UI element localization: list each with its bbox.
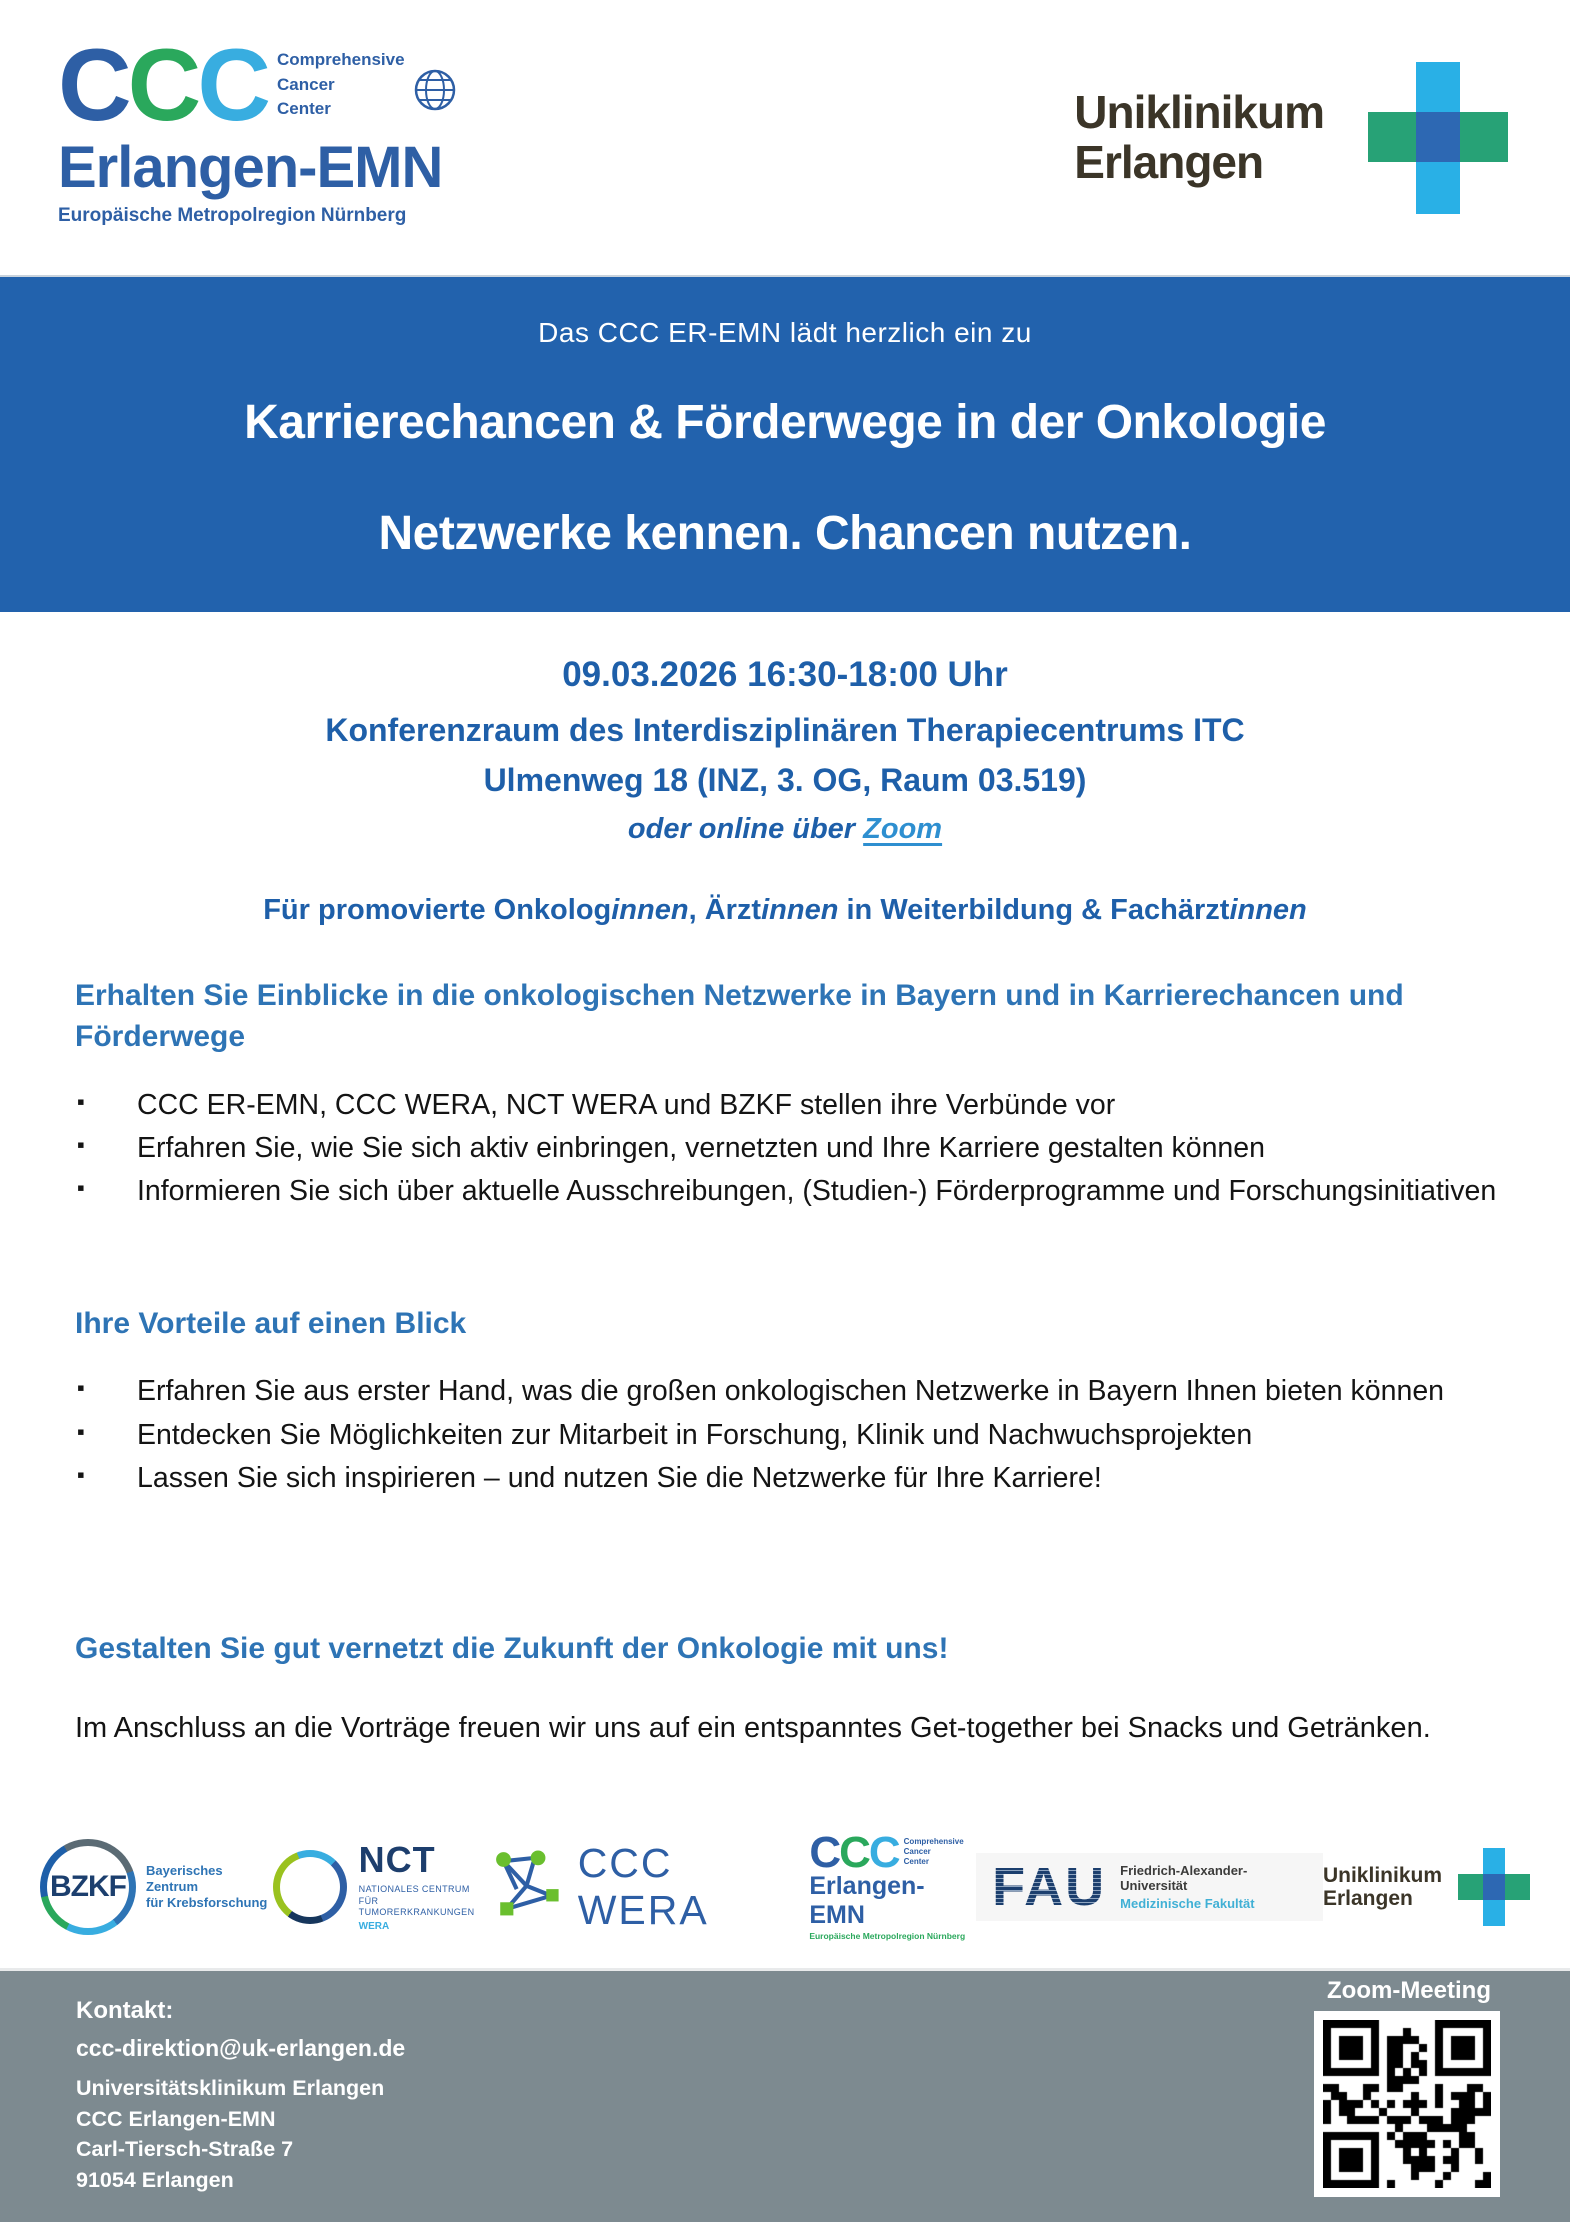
zoom-link[interactable]: Zoom: [863, 813, 943, 845]
bzkf-logo: [40, 1839, 273, 1935]
banner-intro: Das CCC ER-EMN lädt herzlich ein zu: [538, 317, 1032, 348]
contact-org: Universitätsklinikum Erlangen: [76, 2076, 385, 2100]
section-benefits-list: [75, 1370, 1499, 1500]
nct-ring-icon: [273, 1850, 347, 1924]
event-details: [0, 655, 1570, 927]
event-online-line: oder online über Zoom: [627, 813, 943, 845]
ccc-logo-tagline: Europäische Metropolregion Nürnberg: [58, 204, 407, 226]
contact-block: [76, 1999, 405, 2200]
contact-street: Carl-Tiersch-Straße 7: [76, 2137, 294, 2161]
globe-icon: [413, 68, 457, 122]
fau-logo: FAU Friedrich-Alexander-Universität Medizinische Fakultät: [976, 1853, 1323, 1922]
list-item: ▪ Entdecken Sie Möglichkeiten zur Mitarbeit in Forschung, Klinik und Nachwuchsprojekten: [75, 1414, 1499, 1457]
event-title: Karrierechancen & Förderwege in der Onkologie: [244, 396, 1326, 449]
event-audience: Für promovierte Onkologinnen, Ärztinnen in Weiterbildung & Fachärztinnen: [263, 894, 1307, 926]
bzkf-logo-text: Bayerisches Zentrum für Krebsforschung: [146, 1862, 268, 1911]
nct-wera-logo: NCT NATIONALES CENTRUM FÜR TUMORERKRANKUNGEN WERA: [273, 1842, 492, 1932]
section-insights: [75, 975, 1499, 1214]
contact-label: Kontakt:: [76, 1997, 174, 2024]
list-item: ▪ Erfahren Sie aus erster Hand, was die großen onkologischen Netzwerke in Bayern Ihnen bieten können: [75, 1370, 1499, 1413]
ccc-letter: C: [197, 28, 268, 142]
footer: [0, 1968, 1570, 2222]
network-icon: [492, 1848, 566, 1927]
uniklinikum-logo-text: Uniklinikum Erlangen: [1074, 86, 1324, 188]
event-address: Ulmenweg 18 (INZ, 3. OG, Raum 03.519): [483, 762, 1087, 798]
section-benefits: [75, 1303, 1499, 1500]
ccc-letter: C: [127, 28, 198, 142]
zoom-meeting-block: [1314, 1977, 1504, 2197]
title-banner: [0, 275, 1570, 612]
ccc-logo-subtitle: Comprehensive Cancer Center: [277, 50, 405, 119]
section-insights-list: [75, 1084, 1499, 1214]
uniklinikum-logo: [1074, 62, 1508, 214]
ccc-logo-letters: [58, 28, 268, 142]
event-subtitle: Netzwerke kennen. Chancen nutzen.: [378, 507, 1192, 560]
list-item: ▪ Erfahren Sie, wie Sie sich aktiv einbringen, vernetzten und Ihre Karriere gestalten können: [75, 1127, 1499, 1170]
event-location: Konferenzraum des Interdisziplinären Therapiecentrums ITC: [325, 712, 1245, 748]
ccc-logo-name: Erlangen-EMN: [58, 134, 443, 200]
ccc-wera-logo: [492, 1840, 810, 1934]
closing-heading: Gestalten Sie gut vernetzt die Zukunft der Onkologie mit uns!: [75, 1632, 949, 1665]
section-insights-heading: Erhalten Sie Einblicke in die onkologischen Netzwerke in Bayern und in Karrierechancen und Förderwege: [75, 979, 1404, 1054]
ccc-wera-label: CCC WERA: [577, 1840, 709, 1933]
list-item: ▪ Lassen Sie sich inspirieren – und nutzen Sie die Netzwerke für Ihre Karriere!: [75, 1457, 1499, 1500]
zoom-meeting-label: Zoom-Meeting: [1327, 1977, 1491, 2004]
bzkf-ring-icon: BZKF: [40, 1839, 136, 1935]
list-item: ▪ CCC ER-EMN, CCC WERA, NCT WERA und BZKF stellen ihre Verbünde vor: [75, 1084, 1499, 1127]
uniklinikum-small-logo: Uniklinikum Erlangen: [1323, 1848, 1530, 1926]
closing-text: Im Anschluss an die Vorträge freuen wir uns auf ein entspanntes Get-together bei Snacks und Getränken.: [75, 1712, 1431, 1744]
uniklinikum-cross-icon: [1368, 62, 1508, 214]
qr-code: [1314, 2011, 1500, 2197]
closing-heading-wrap: [75, 1628, 1499, 1669]
uniklinikum-cross-icon: [1458, 1848, 1530, 1926]
contact-dept: CCC Erlangen-EMN: [76, 2106, 276, 2131]
contact-email[interactable]: ccc-direktion@uk-erlangen.de: [76, 2035, 406, 2061]
ccc-emn-logo: [58, 28, 457, 227]
event-datetime: 09.03.2026 16:30-18:00 Uhr: [562, 655, 1008, 694]
partner-logo-row: [40, 1822, 1530, 1952]
ccc-emn-small-logo: CCC Comprehensive Cancer Center Erlangen-EMN Europäische Metropolregion Nürnberg: [809, 1827, 966, 1942]
list-item: ▪ Informieren Sie sich über aktuelle Ausschreibungen, (Studien-) Förderprogramme und Forschungsinitiativen: [75, 1170, 1499, 1213]
ccc-letter: C: [58, 28, 128, 142]
contact-city: 91054 Erlangen: [76, 2167, 234, 2192]
section-benefits-heading: Ihre Vorteile auf einen Blick: [75, 1307, 467, 1340]
